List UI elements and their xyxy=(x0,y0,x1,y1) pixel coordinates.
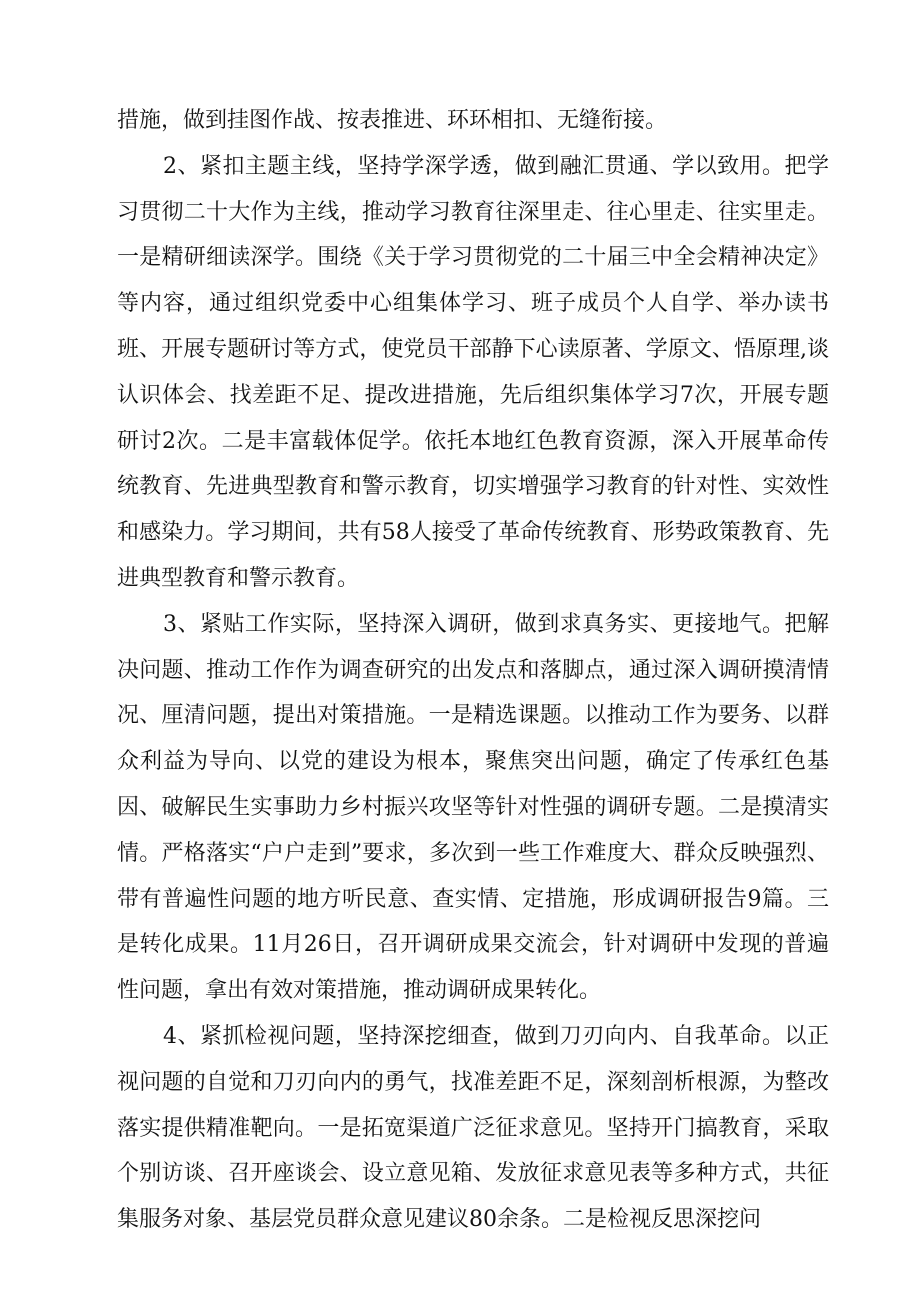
paragraph-item-2: 2、紧扣主题主线，坚持学深学透，做到融汇贯通、学以致用。把学习贯彻二十大作为主线，推动学习教育往深里走、往心里走、往实里走。一是精研细读深学。围绕《关于学习贯彻党的二十届三中全会精神决定》等内容，通过组织党委中心组集体学习、班子成员个人自学、举办读书班、开展专题研讨等方式，使党员干部静下心读原著、学原文、悟原理,谈认识体会、找差距不足、提改进措施，先后组织集体学习7次，开展专题研讨2次。二是丰富载体促学。依托本地红色教育资源，深入开展革命传统教育、先进典型教育和警示教育，切实增强学习教育的针对性、实效性和感染力。学习期间，共有58人接受了革命传统教育、形势政策教育、先进典型教育和警示教育。 xyxy=(117,153,829,591)
paragraph-continuation: 措施，做到挂图作战、按表推进、环环相扣、无缝衔接。 xyxy=(117,108,668,133)
body-text xyxy=(117,98,829,1243)
paragraph-item-3: 3、紧贴工作实际，坚持深入调研，做到求真务实、更接地气。把解决问题、推动工作作为调查研究的出发点和落脚点，通过深入调研摸清情况、厘清问题，提出对策措施。一是精选课题。以推动工作为要务、以群众利益为导向、以党的建设为根本，聚焦突出问题，确定了传承红色基因、破解民生实事助力乡村振兴攻坚等针对性强的调研专题。二是摸清实情。严格落实“户户走到”要求，多次到一些工作难度大、群众反映强烈、带有普遍性问题的地方听民意、查实情、定措施，形成调研报告9篇。三是转化成果。11月26日，召开调研成果交流会，针对调研中发现的普遍性问题，拿出有效对策措施，推动调研成果转化。 xyxy=(117,611,829,1004)
paragraph-item-4: 4、紧抓检视问题，坚持深挖细查，做到刀刃向内、自我革命。以正视问题的自觉和刀刃向内的勇气，找准差距不足，深刻剖析根源，为整改落实提供精准靶向。一是拓宽渠道广泛征求意见。坚持开门搞教育，采取个别访谈、召开座谈会、设立意见箱、发放征求意见表等多种方式，共征集服务对象、基层党员群众意见建议80余条。二是检视反思深挖问 xyxy=(117,1023,829,1233)
